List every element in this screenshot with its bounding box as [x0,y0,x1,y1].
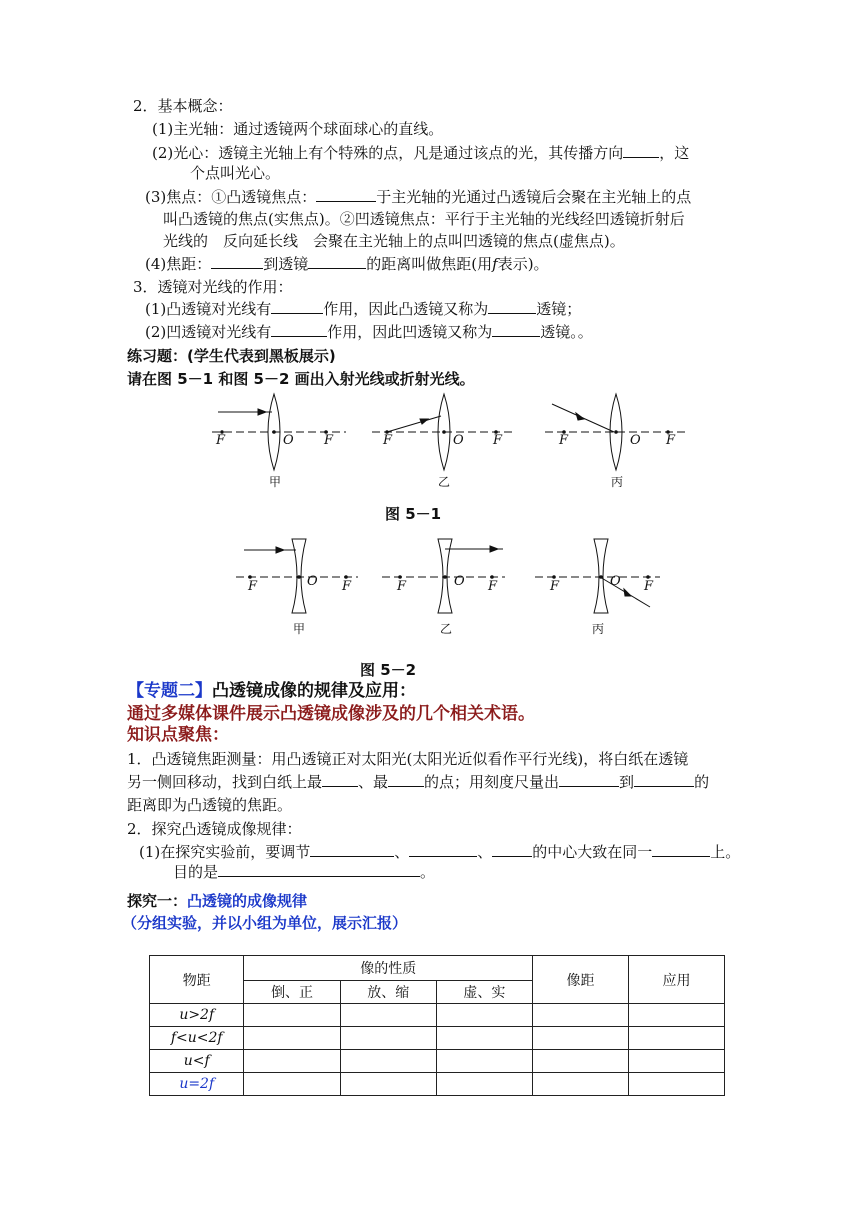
row-label: u<f [150,1050,244,1073]
svg-text:F: F [248,579,258,594]
table-row [150,1027,725,1050]
svg-text:O: O [283,433,294,448]
col-image-nature: 像的性质 [244,956,532,981]
fig2-sub-bing: 丙 [592,622,605,636]
inquiry-heading: 探究一：凸透镜的成像规律 [127,892,308,910]
row-label: u=2f [150,1073,244,1096]
col-size: 放、缩 [340,981,436,1004]
svg-text:F: F [644,579,654,594]
svg-text:O: O [307,574,318,589]
exercise-instruction: 请在图 5－1 和图 5－2 画出入射光线或折射光线。 [127,370,475,388]
measure-line-3: 距离即为凸透镜的焦距。 [127,796,293,814]
svg-text:F: F [216,433,226,448]
imaging-rules-table [149,955,725,1096]
svg-text:O: O [454,574,465,589]
concepts-heading: 2．基本概念： [133,97,233,115]
fig2-sub-yi: 乙 [440,622,453,636]
measure-line-2: 另一侧回移动，找到白纸上最 、最 的点；用刻度尺量出 到 的 [127,773,710,791]
figure-5-2 [230,533,670,638]
concave-effect-line: (2)凹透镜对光线有 作用，因此凹透镜又称为 透镜。。 [145,323,593,341]
svg-text:F: F [383,433,393,448]
convex-effect-line: (1)凸透镜对光线有 作用，因此凸透镜又称为 透镜； [145,300,582,318]
knowledge-focus: 知识点聚焦： [127,725,229,745]
optical-center-line-2: 个点叫光心。 [190,164,281,182]
svg-text:O: O [630,433,641,448]
measure-line-1: 1．凸透镜焦距测量：用凸透镜正对太阳光(太阳光近似看作平行光线)，将白纸在透镜 [127,750,689,768]
col-real-virtual: 虚、实 [436,981,532,1004]
svg-text:F: F [666,433,676,448]
inquiry-note: （分组实验，并以小组为单位，展示汇报） [122,914,408,932]
row-label: f<u<2f [150,1027,244,1050]
fig1-caption: 图 5－1 [385,505,442,523]
principal-axis-line: (1)主光轴：通过透镜两个球面球心的直线。 [152,120,444,138]
row-label: u>2f [150,1004,244,1027]
figure-5-1 [200,390,690,500]
fig1-sub-yi: 乙 [438,475,451,489]
table-row [150,1073,725,1096]
fig1-sub-bing: 丙 [611,475,624,489]
exercise-title: 练习题：(学生代表到黑板展示) [127,347,336,365]
topic2-heading: 【专题二】凸透镜成像的规律及应用： [127,681,416,701]
optical-center-line: (2)光心：透镜主光轴上有个特殊的点，凡是通过该点的光，其传播方向 ，这 [152,144,690,162]
svg-text:F: F [324,433,334,448]
table-row [150,1050,725,1073]
fig2-caption: 图 5－2 [360,661,417,679]
svg-text:F: F [550,579,560,594]
topic2-subtitle: 通过多媒体课件展示凸透镜成像涉及的几个相关术语。 [127,704,535,724]
col-object-distance: 物距 [150,956,244,1004]
focus-line-1: (3)焦点：①凸透镜焦点： 于主光轴的光通过凸透镜后会聚在主光轴上的点 [145,188,692,206]
focus-line-3: 光线的 反向延长线 会聚在主光轴上的点叫凹透镜的焦点(虚焦点)。 [163,232,625,250]
focal-length-line: (4)焦距： 到透镜 的距离叫做焦距(用f表示)。 [145,255,549,273]
svg-text:F: F [342,579,352,594]
svg-text:O: O [610,574,621,589]
explore-line-2: 目的是 。 [173,863,436,881]
svg-text:O: O [453,433,464,448]
explore-heading: 2．探究凸透镜成像规律： [127,820,302,838]
effect-heading: 3．透镜对光线的作用： [133,278,293,296]
explore-line-1: (1)在探究实验前，要调节 、 、 的中心大致在同一 上。 [139,843,741,861]
svg-text:F: F [488,579,498,594]
col-application: 应用 [628,956,724,1004]
focus-line-2: 叫凸透镜的焦点(实焦点)。②凹透镜焦点：平行于主光轴的光线经凹透镜折射后 [163,210,685,228]
table-row [150,1004,725,1027]
fig2-sub-jia: 甲 [293,622,306,636]
col-image-distance: 像距 [532,956,628,1004]
col-orientation: 倒、正 [244,981,340,1004]
svg-text:F: F [559,433,569,448]
fig1-sub-jia: 甲 [269,475,282,489]
svg-text:F: F [493,433,503,448]
svg-text:F: F [397,579,407,594]
